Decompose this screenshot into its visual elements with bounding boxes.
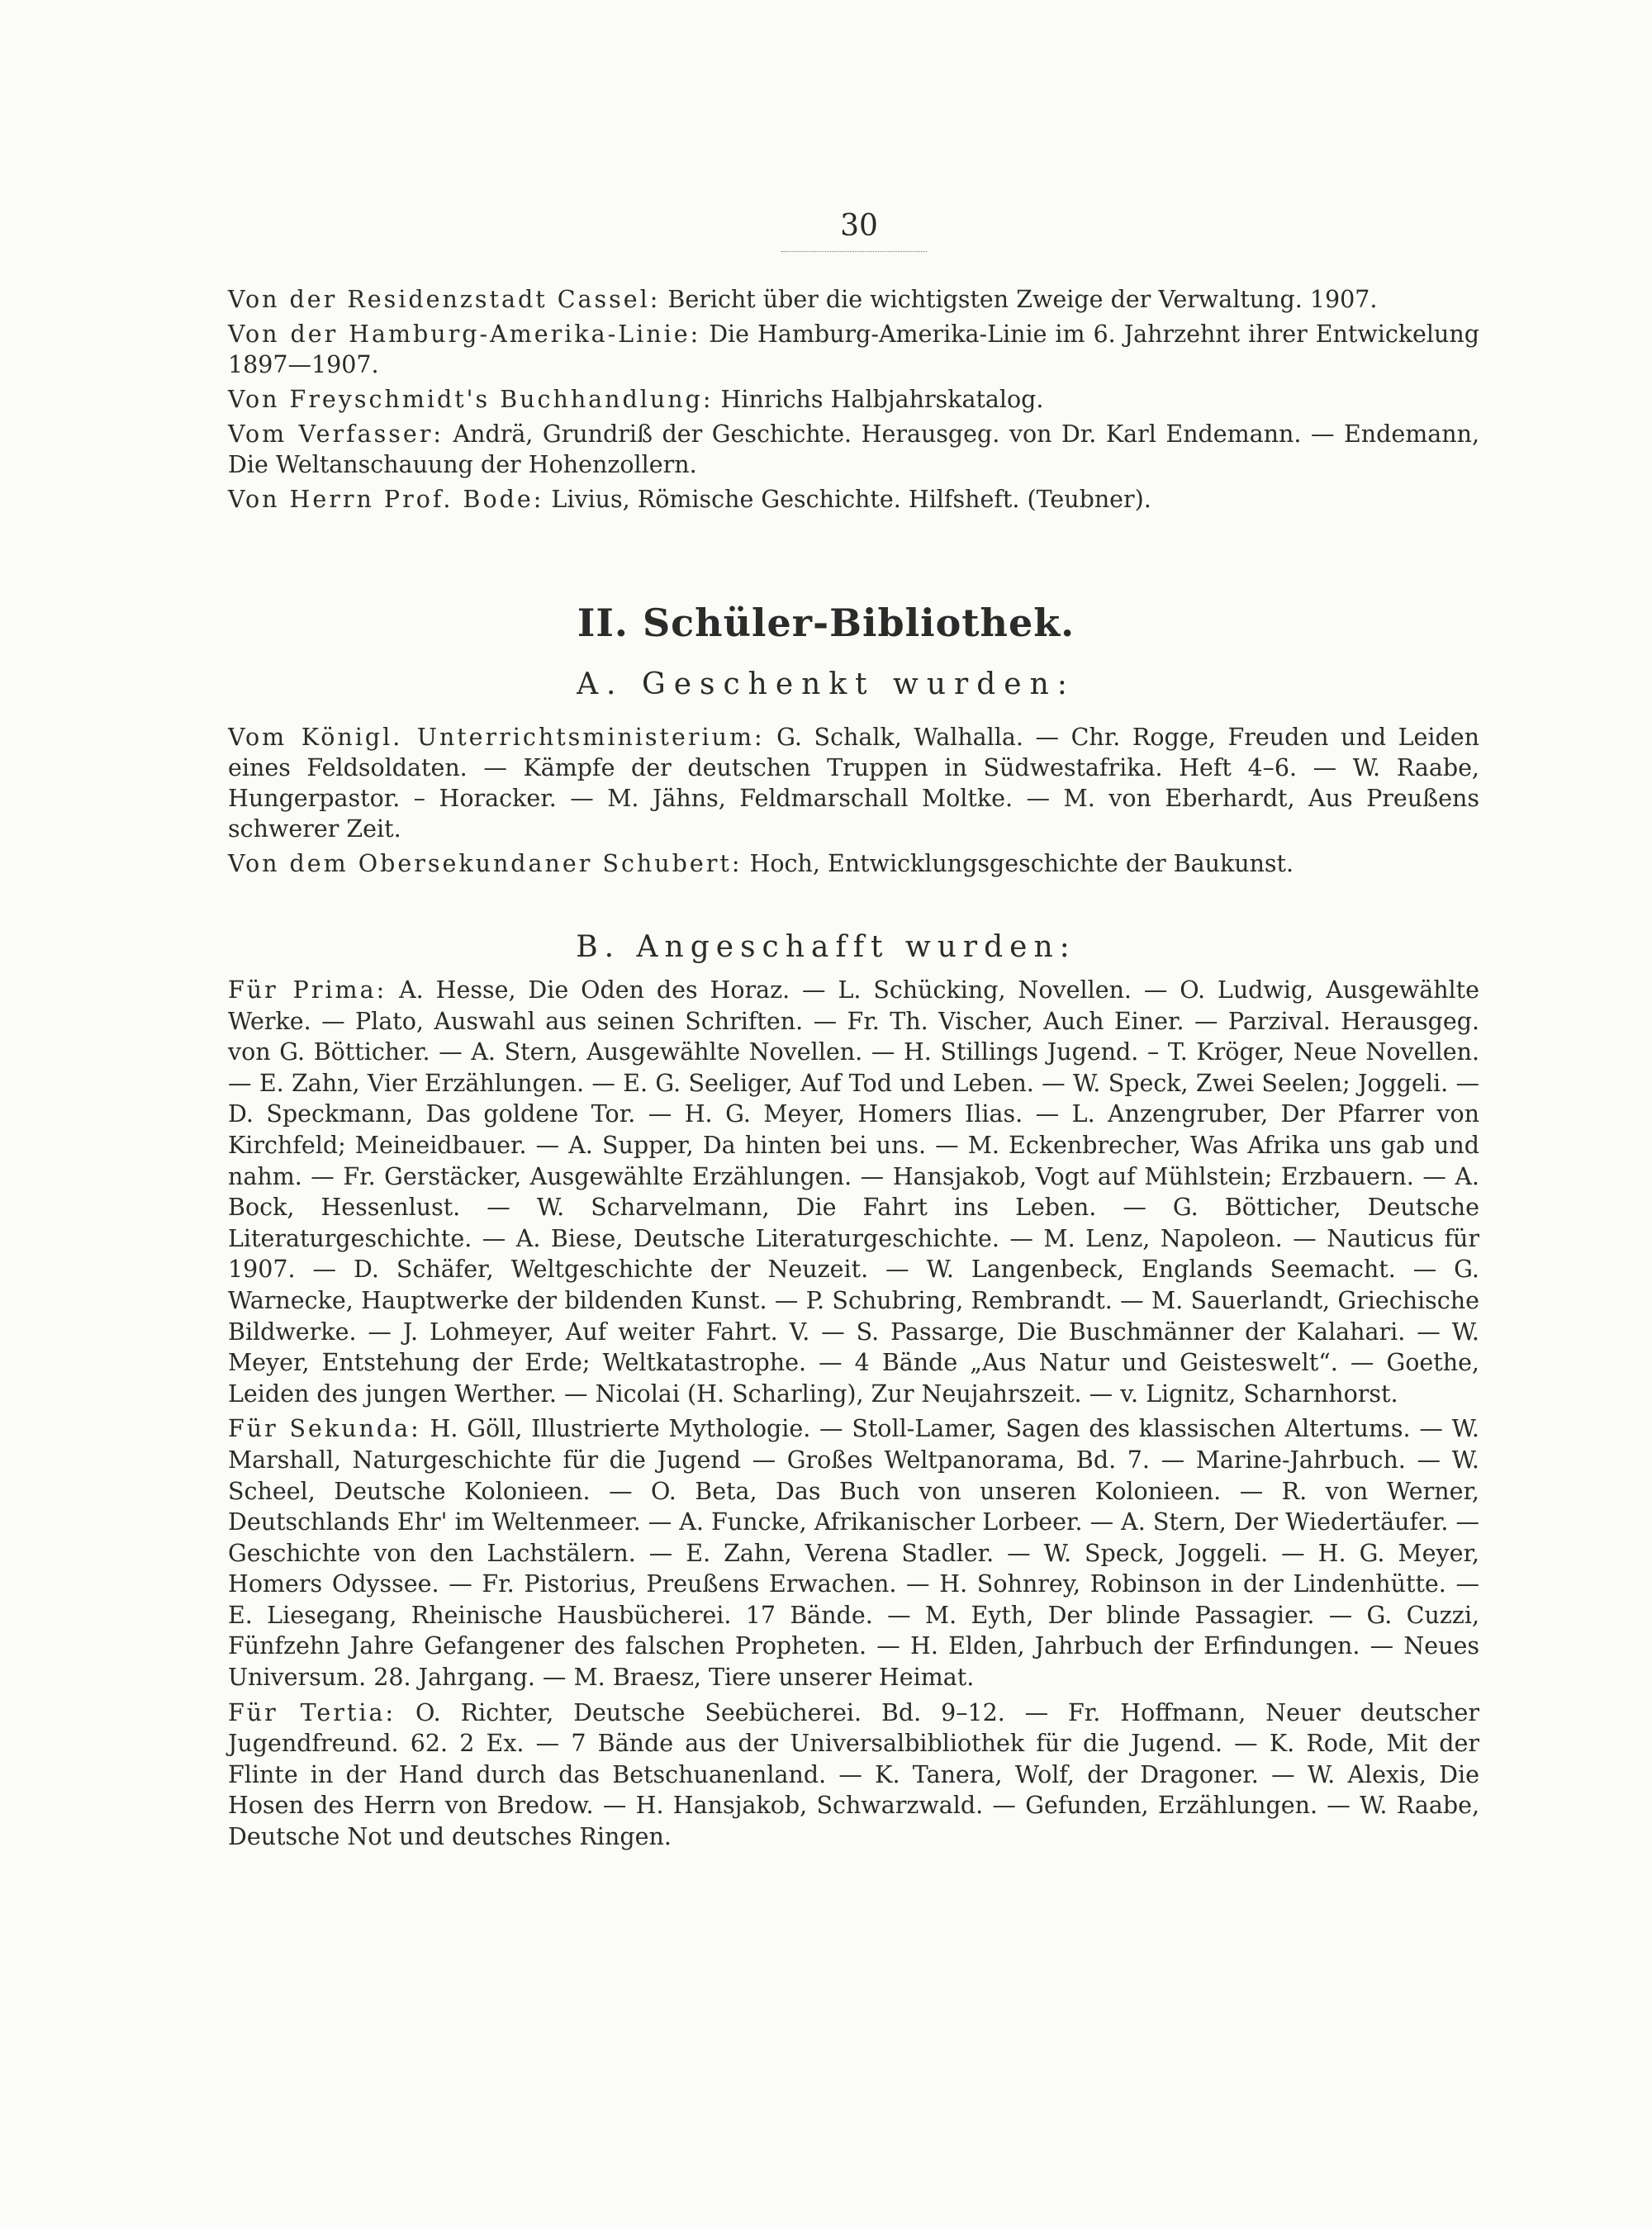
donation-text: Livius, Römische Geschichte. Hilfsheft. (Teubner).	[551, 486, 1151, 513]
donor-name: Vom Königl. Unterrichtsministerium:	[228, 724, 765, 751]
acquisition-text: O. Richter, Deutsche Seebücherei. Bd. 9–12. — Fr. Hoffmann, Neuer deutscher Jugendfreund. 62. 2 Ex. — 7 Bände aus der Universalbibliothek für die Jugend. — K. Rode, Mit der Flinte in der Hand durch das Betschuanenland. — K. Tanera, Wolf, der Dragoner. — W. Alexis, Die Hosen des Herrn von Bredow. — H. Hansjakob, Schwarzwald. — Gefunden, Erzählungen. — W. Raabe, Deutsche Not und deutsches Ringen.	[228, 1698, 1479, 1851]
donation-entry	[228, 484, 1479, 515]
gift-text: Hoch, Entwicklungsgeschichte der Baukunst.	[749, 850, 1294, 877]
donation-text: Bericht über die wichtigsten Zweige der Verwaltung. 1907.	[667, 286, 1378, 313]
donation-text: Die Hamburg-Amerika-Linie im 6. Jahrzehnt ihrer Entwickelung 1897—1907.	[228, 321, 1479, 378]
class-name: Für Sekunda:	[228, 1415, 421, 1443]
page-number-rule	[781, 251, 927, 252]
donation-entry	[228, 284, 1479, 315]
acquisition-entry	[228, 975, 1479, 1409]
subsection-title-gifts: A. Geschenkt wurden:	[577, 667, 1075, 701]
donation-entry	[228, 319, 1479, 380]
donation-entry	[228, 384, 1479, 415]
acquisitions-list	[228, 975, 1479, 1857]
subsection-title-acquisitions: B. Angeschafft wurden:	[576, 930, 1076, 964]
acquisition-text: A. Hesse, Die Oden des Horaz. — L. Schücking, Novellen. — O. Ludwig, Ausgewählte Werke. — Plato, Auswahl aus seinen Schriften. — Fr. Th. Vischer, Auch Einer. — Parzival. Herausgeg. von G. Bötticher. — A. Stern, Ausgewählte Novellen. — H. Stillings Jugend. – T. Kröger, Neue Novellen. — E. Zahn, Vier Erzählungen. — E. G. Seeliger, Auf Tod und Leben. — W. Speck, Zwei Seelen; Joggeli. — D. Speckmann, Das goldene Tor. — H. G. Meyer, Homers Ilias. — L. Anzengruber, Der Pfarrer von Kirchfeld; Meineidbauer. — A. Supper, Da hinten bei uns. — M. Eckenbrecher, Was Afrika uns gab und nahm. — Fr. Gerstäcker, Ausgewählte Erzählungen. — Hansjakob, Vogt auf Mühlstein; Erzbauern. — A. Bock, Hessenlust. — W. Scharvelmann, Die Fahrt ins Leben. — G. Bötticher, Deutsche Literaturgeschichte. — A. Biese, Deutsche Literaturgeschichte. — M. Lenz, Napoleon. — Nauticus für 1907. — D. Schäfer, Weltgeschichte der Neuzeit. — W. Langenbeck, Englands Seemacht. — G. Warnecke, Hauptwerke der bildenden Kunst. — P. Schubring, Rembrandt. — M. Sauerlandt, Griechische Bildwerke. — J. Lohmeyer, Auf weiter Fahrt. V. — S. Passarge, Die Buschmänner der Kalahari. — W. Meyer, Entstehung der Erde; Weltkatastrophe. — 4 Bände „Aus Natur und Geisteswelt“. — Goethe, Leiden des jungen Werther. — Nicolai (H. Scharling), Zur Neujahrszeit. — v. Lignitz, Scharnhorst.	[228, 976, 1479, 1408]
acquisition-entry	[228, 1698, 1479, 1853]
section-title: II. Schüler-Bibliothek.	[577, 601, 1075, 645]
acquisition-text: H. Göll, Illustrierte Mythologie. — Stoll-Lamer, Sagen des klassischen Altertums. — W. Marshall, Naturgeschichte für die Jugend — Großes Weltpanorama, Bd. 7. — Marine-Jahrbuch. — W. Scheel, Deutsche Kolonieen. — O. Beta, Das Buch von unseren Kolonieen. — R. von Werner, Deutschlands Ehr' im Weltenmeer. — A. Funcke, Afrikanischer Lorbeer. — A. Stern, Der Wiedertäufer. — Geschichte von den Lachstälern. — E. Zahn, Verena Stadler. — W. Speck, Joggeli. — H. G. Meyer, Homers Odyssee. — Fr. Pistorius, Preußens Erwachen. — H. Sohnrey, Robinson in der Lindenhütte. — E. Liesegang, Rheinische Hausbücherei. 17 Bände. — M. Eyth, Der blinde Passagier. — G. Cuzzi, Fünfzehn Jahre Gefangener des falschen Propheten. — H. Elden, Jahrbuch der Erfindungen. — Neues Universum. 28. Jahrgang. — M. Braesz, Tiere unserer Heimat.	[228, 1415, 1480, 1692]
gift-entry	[228, 848, 1479, 879]
page-number: 30	[840, 209, 878, 243]
gift-text: G. Schalk, Walhalla. — Chr. Rogge, Freuden und Leiden eines Feldsoldaten. — Kämpfe der deutschen Truppen in Südwestafrika. Heft 4–6. — W. Raabe, Hungerpastor. – Horacker. — M. Jähns, Feldmarschall Moltke. — M. von Eberhardt, Aus Preußens schwerer Zeit.	[228, 724, 1479, 843]
donor-name: Vom Verfasser:	[228, 420, 444, 448]
gift-entry	[228, 722, 1479, 844]
donation-text: Hinrichs Halbjahrskatalog.	[720, 386, 1044, 413]
donor-name: Von dem Obersekundaner Schubert:	[228, 850, 743, 877]
donation-entry	[228, 419, 1479, 480]
donor-name: Von Freyschmidt's Buchhandlung:	[228, 386, 714, 413]
donation-text: Andrä, Grundriß der Geschichte. Herausgeg. von Dr. Karl Endemann. — Endemann, Die Weltanschauung der Hohenzollern.	[228, 420, 1479, 478]
gifts-list	[228, 722, 1479, 883]
donor-name: Von der Residenzstadt Cassel:	[228, 286, 661, 313]
acquisition-entry	[228, 1413, 1479, 1693]
class-name: Für Tertia:	[228, 1698, 396, 1726]
class-name: Für Prima:	[228, 976, 387, 1004]
donor-name: Von Herrn Prof. Bode:	[228, 486, 544, 513]
donor-name: Von der Hamburg-Amerika-Linie:	[228, 321, 701, 348]
donations-list	[228, 284, 1479, 519]
